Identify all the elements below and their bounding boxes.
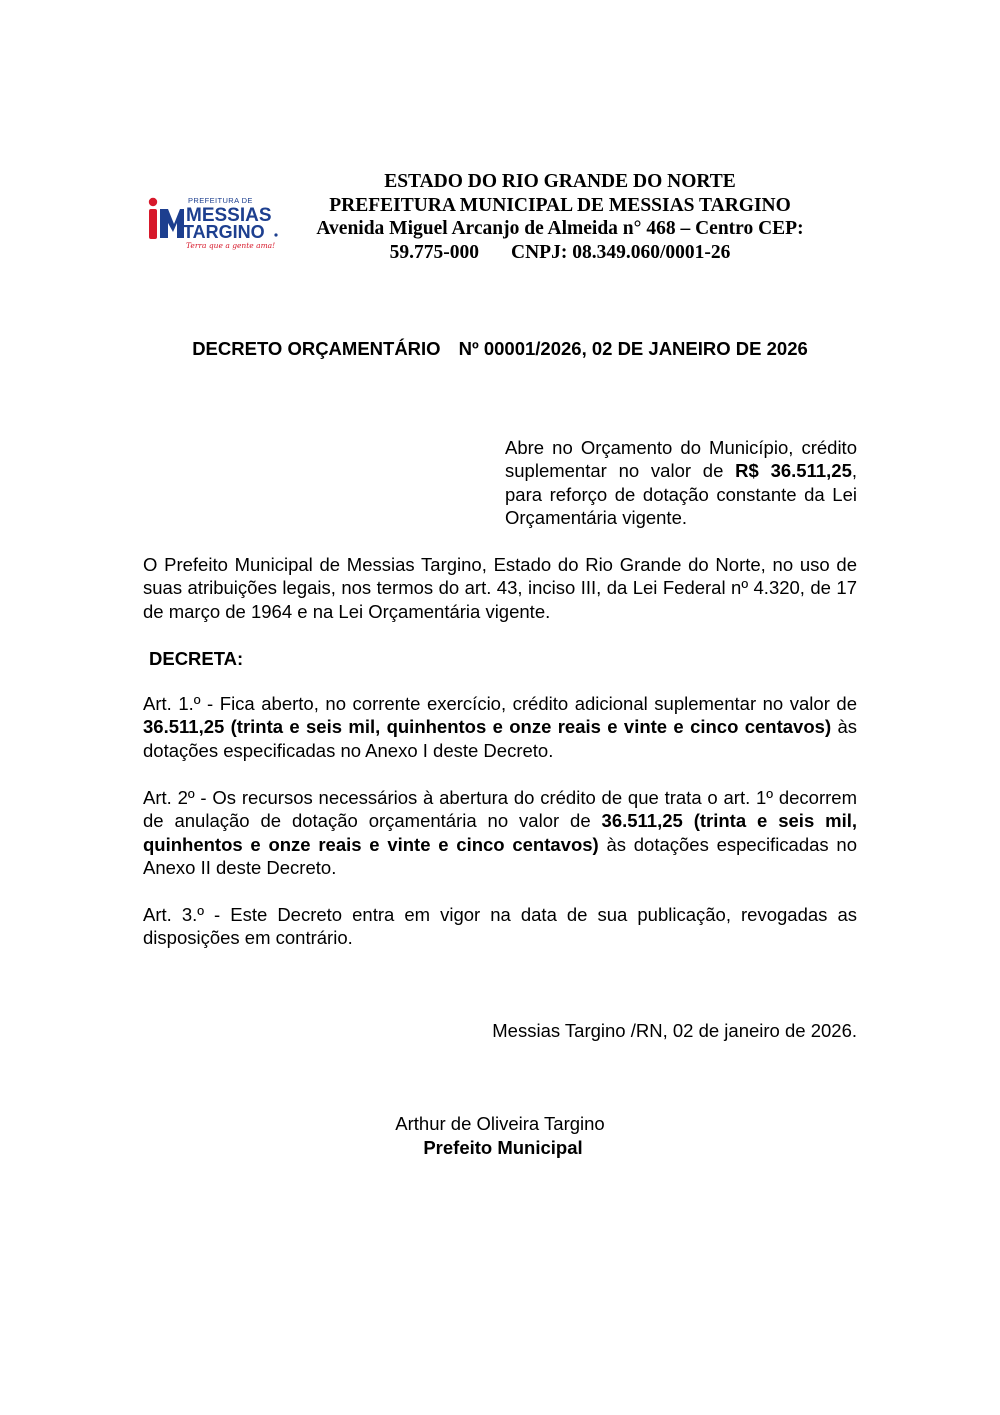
preamble: O Prefeito Municipal de Messias Targino, Estado do Rio Grande do Norte, no uso de suas atribuições legais, nos termos do art. 43, inciso III, da Lei Federal nº 4.320, de 17 de março de 1964 e na Lei Orçamentária vigente. xyxy=(143,554,857,622)
article-1-text-end: às dotações especificadas no Anexo I deste Decreto. xyxy=(143,716,857,761)
decree-label: DECRETO ORÇAMENTÁRIO xyxy=(192,338,441,359)
article-3: Art. 3.º - Este Decreto entra em vigor na data de sua publicação, revogadas as disposições em contrário. xyxy=(143,904,857,949)
document-title xyxy=(0,338,1000,360)
cnpj-value: CNPJ: 08.349.060/0001-26 xyxy=(511,241,731,263)
svg-text:TARGINO: TARGINO xyxy=(183,222,265,242)
signature-block xyxy=(300,1112,700,1160)
ementa xyxy=(505,436,857,529)
municipality-logo xyxy=(146,194,280,250)
state-name: ESTADO DO RIO GRANDE DO NORTE xyxy=(384,171,736,192)
address-line: Avenida Miguel Arcanjo de Almeida n° 468 – Centro CEP: xyxy=(316,218,804,239)
article-2 xyxy=(143,786,857,879)
article-1-text: Art. 1.º - Fica aberto, no corrente exercício, crédito adicional suplementar no valor de xyxy=(143,693,857,714)
ementa-text: Abre no Orçamento do Município, crédito suplementar no valor de xyxy=(505,437,857,482)
cep-cnpj-line xyxy=(300,241,820,265)
svg-text:Terra que a gente ama!: Terra que a gente ama! xyxy=(186,241,276,250)
place-and-date: Messias Targino /RN, 02 de janeiro de 2026. xyxy=(492,1020,857,1041)
article-1 xyxy=(143,692,857,762)
svg-text:PREFEITURA DE: PREFEITURA DE xyxy=(188,196,253,205)
ementa-text-end: , para reforço de dotação constante da Lei Orçamentária vigente. xyxy=(505,460,857,528)
article-2-text: Art. 2º - Os recursos necessários à abertura do crédito de que trata o art. 1º decorrem de anulação de dotação orçamentária no valor de xyxy=(143,787,857,832)
cep-value: 59.775-000 xyxy=(389,241,479,263)
decreta-heading: DECRETA: xyxy=(149,648,244,669)
ementa-amount: R$ 36.511,25 xyxy=(735,460,852,482)
article-2-text-end: às dotações especificadas no Anexo II deste Decreto. xyxy=(143,833,857,878)
prefecture-name: PREFEITURA MUNICIPAL DE MESSIAS TARGINO xyxy=(329,194,791,216)
article-2-amount: 36.511,25 (trinta e seis mil, quinhentos e onze reais e vinte e cinco centavos) xyxy=(143,810,857,855)
article-1-amount: 36.511,25 (trinta e seis mil, quinhentos e onze reais e vinte e cinco centavos) xyxy=(143,716,832,738)
signatory-name: Arthur de Oliveira Targino xyxy=(395,1113,605,1134)
signatory-role: Prefeito Municipal xyxy=(423,1137,583,1158)
decree-number: Nº 00001/2026, 02 DE JANEIRO DE 2026 xyxy=(458,338,808,359)
letterhead xyxy=(300,170,820,264)
svg-text:MESSIAS: MESSIAS xyxy=(186,205,272,226)
